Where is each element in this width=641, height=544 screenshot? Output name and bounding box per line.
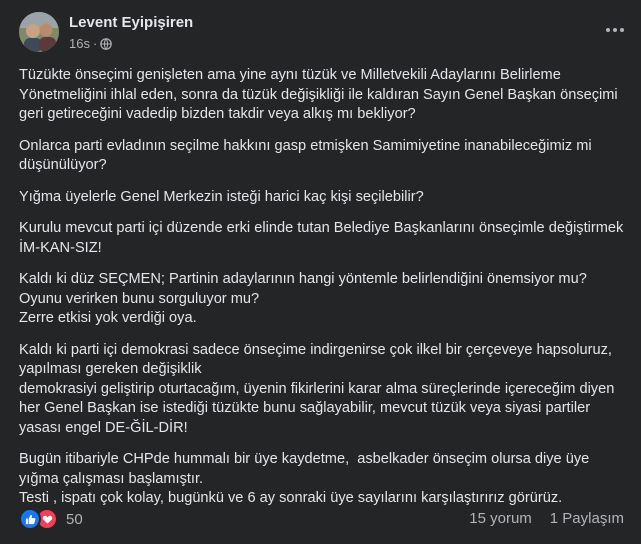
more-options-icon[interactable] (601, 20, 629, 40)
globe-icon[interactable] (100, 38, 112, 50)
reactions-summary[interactable] (19, 508, 83, 530)
post-paragraph-6: Kaldı ki parti içi demokrasi sadece önseçime indirgenirse çok ilkel bir çerçeveye hapsoluruz, yapılması gereken değişiklik demokrasiyi geliştirip oturtacağım, üyenin fikirlerini karar alma süreçlerinde içereceğim diyen her Genel Başkan ise istediği tüzükte bunu sağlayabilir, mevcut tüzük veya siyasi partiler yasası engel DE-ĞİL-DİR! (19, 341, 615, 436)
post-body (19, 66, 628, 521)
post-paragraph-3: Yığma üyelerle Genel Merkezin isteği harici kaç kişi seçilebilir? (19, 188, 424, 205)
author-avatar[interactable] (19, 12, 59, 52)
post-paragraph-1: Tüzükte önseçimi genişleten ama yine aynı tüzük ve Milletvekili Adaylarını Belirleme Yönetmeliğini ihlal eden, sonra da tüzük değişikliği ile kaldıran Sayın Genel Başkan önseçimi geri getireceğini vadedip bizden takdir veya alkış mı bekliyor? (19, 67, 622, 122)
post-meta (69, 36, 112, 51)
like-icon (19, 508, 41, 530)
post-paragraph-4: Kurulu mevcut parti içi düzende erki elinde tutan Belediye Başkanlarını önseçimle değiştirmek İM-KAN-SIZ! (19, 220, 628, 256)
author-name[interactable]: Levent Eyipişiren (69, 14, 194, 31)
post-footer (19, 508, 624, 532)
shares-count-link[interactable]: 1 Paylaşım (549, 510, 624, 527)
post-paragraph-5: Kaldı ki düz SEÇMEN; Partinin adaylarının hangi yöntemle belirlendiğini önemsiyor mu? Oyunu verirken bunu sorguluyor mu? Zerre etkisi yok verdiği oya. (19, 271, 587, 326)
stats-spacer (532, 510, 550, 527)
avatar-photo (19, 12, 59, 52)
post-stats (469, 510, 624, 527)
post-paragraph-7: Bugün itibariyle CHPde hummalı bir üye kaydetme, asbelkader önseçim olursa diye üye yığma çalışması başlamıştır. Testi , ispatı çok kolay, bugünkü ve 6 ay sonraki üye sayılarını karşılaştırırız görürüz. (19, 451, 590, 506)
meta-separator: · (92, 36, 98, 51)
post-time[interactable]: 16s (69, 36, 90, 51)
reaction-count: 50 (66, 510, 83, 528)
comments-count-link[interactable]: 15 yorum (469, 510, 532, 527)
post-paragraph-2: Onlarca parti evladının seçilme hakkını gasp etmişken Samimiyetine inanabileceğimiz mi düşünülüyor? (19, 137, 596, 173)
post-header (19, 12, 629, 56)
